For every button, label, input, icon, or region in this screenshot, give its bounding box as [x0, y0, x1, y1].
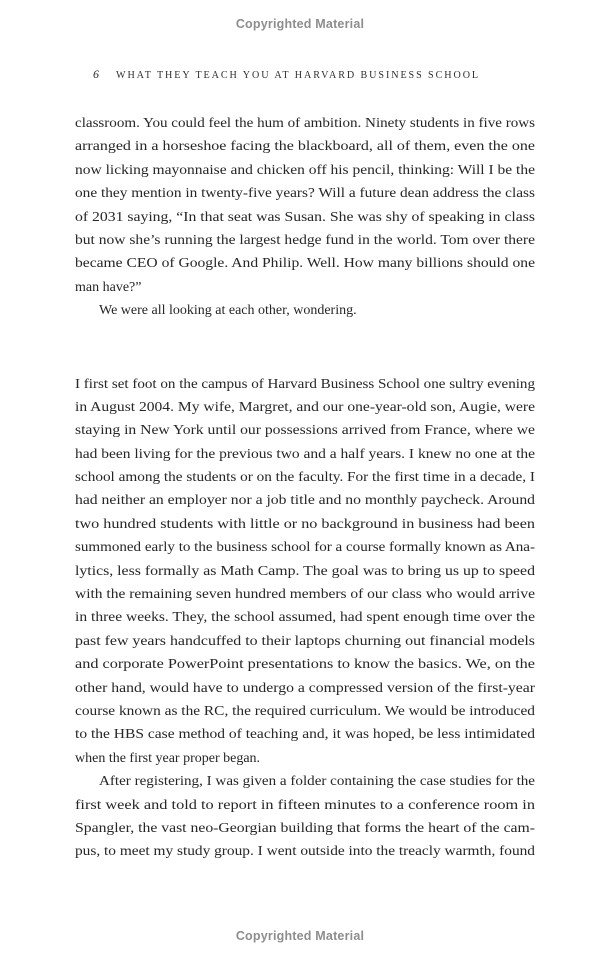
text-line: now licking mayonnaise and chicken off his pencil, thinking: Will I be the	[75, 162, 535, 178]
text-line: I first set foot on the campus of Harvard Business School one sultry evening	[75, 376, 535, 392]
text-line: had been living for the previous two and a half years. I knew no one at the	[75, 446, 535, 462]
text-line: pus, to meet my study group. I went outside into the treacly warmth, found	[75, 844, 535, 860]
paragraph	[75, 373, 535, 771]
running-title: WHAT THEY TEACH YOU AT HARVARD BUSINESS SCHOOL	[116, 70, 480, 81]
text-line: one they mention in twenty-five years? Will a future dean address the class	[75, 186, 535, 202]
text-line: when the first year proper began.	[75, 750, 261, 766]
copyright-watermark-top: Copyrighted Material	[235, 17, 365, 31]
text-line: other hand, would have to undergo a compressed version of the first-year	[75, 680, 535, 696]
page-number: 6	[93, 67, 99, 81]
paragraph	[75, 112, 535, 299]
text-line: school among the students or on the faculty. For the first time in a decade, I	[75, 470, 535, 486]
text-line: in August 2004. My wife, Margret, and our one-year-old son, Augie, were	[75, 399, 535, 415]
text-line: but now she’s running the largest hedge fund in the world. Tom over there	[75, 232, 535, 248]
text-line: past few years handcuffed to their laptops churning out financial models	[75, 633, 535, 649]
text-line: in three weeks. They, the school assumed, had spent enough time over the	[75, 610, 535, 626]
text-line: After registering, I was given a folder containing the case studies for the	[99, 774, 535, 790]
text-line: of 2031 saying, “In that seat was Susan. She was shy of speaking in class	[75, 209, 535, 225]
text-line: first week and told to report in fifteen minutes to a conference room in	[75, 797, 535, 813]
text-line: with the remaining seven hundred members of our class who would arrive	[75, 587, 535, 603]
text-line: staying in New York until our possessions arrived from France, where we	[75, 423, 535, 439]
paragraph	[75, 770, 535, 864]
text-line: man have?”	[75, 279, 142, 295]
text-line: We were all looking at each other, wondering.	[99, 303, 357, 319]
text-line: course known as the RC, the required curriculum. We would be introduced	[75, 703, 535, 719]
copyright-watermark-bottom: Copyrighted Material	[235, 929, 365, 943]
body-text	[75, 112, 535, 864]
text-line: had neither an employer nor a job title and no monthly paycheck. Around	[75, 493, 535, 509]
text-line: two hundred students with little or no background in business had been	[75, 516, 535, 532]
text-line: lytics, less formally as Math Camp. The goal was to bring us up to speed	[75, 563, 535, 579]
text-line: became CEO of Google. And Philip. Well. How many billions should one	[75, 256, 535, 272]
text-line: and corporate PowerPoint presentations to know the basics. We, on the	[75, 657, 535, 673]
text-line: arranged in a horseshoe facing the blackboard, all of them, even the one	[75, 139, 535, 155]
running-header	[93, 65, 494, 81]
text-line: to the HBS case method of teaching and, it was hoped, be less intimidated	[75, 727, 535, 743]
text-line: Spangler, the vast neo-Georgian building that forms the heart of the cam-	[75, 820, 535, 836]
text-line: classroom. You could feel the hum of ambition. Ninety students in five rows	[75, 116, 535, 131]
text-line: summoned early to the business school for a course formally known as Ana-	[75, 540, 535, 556]
paragraph	[75, 299, 535, 322]
